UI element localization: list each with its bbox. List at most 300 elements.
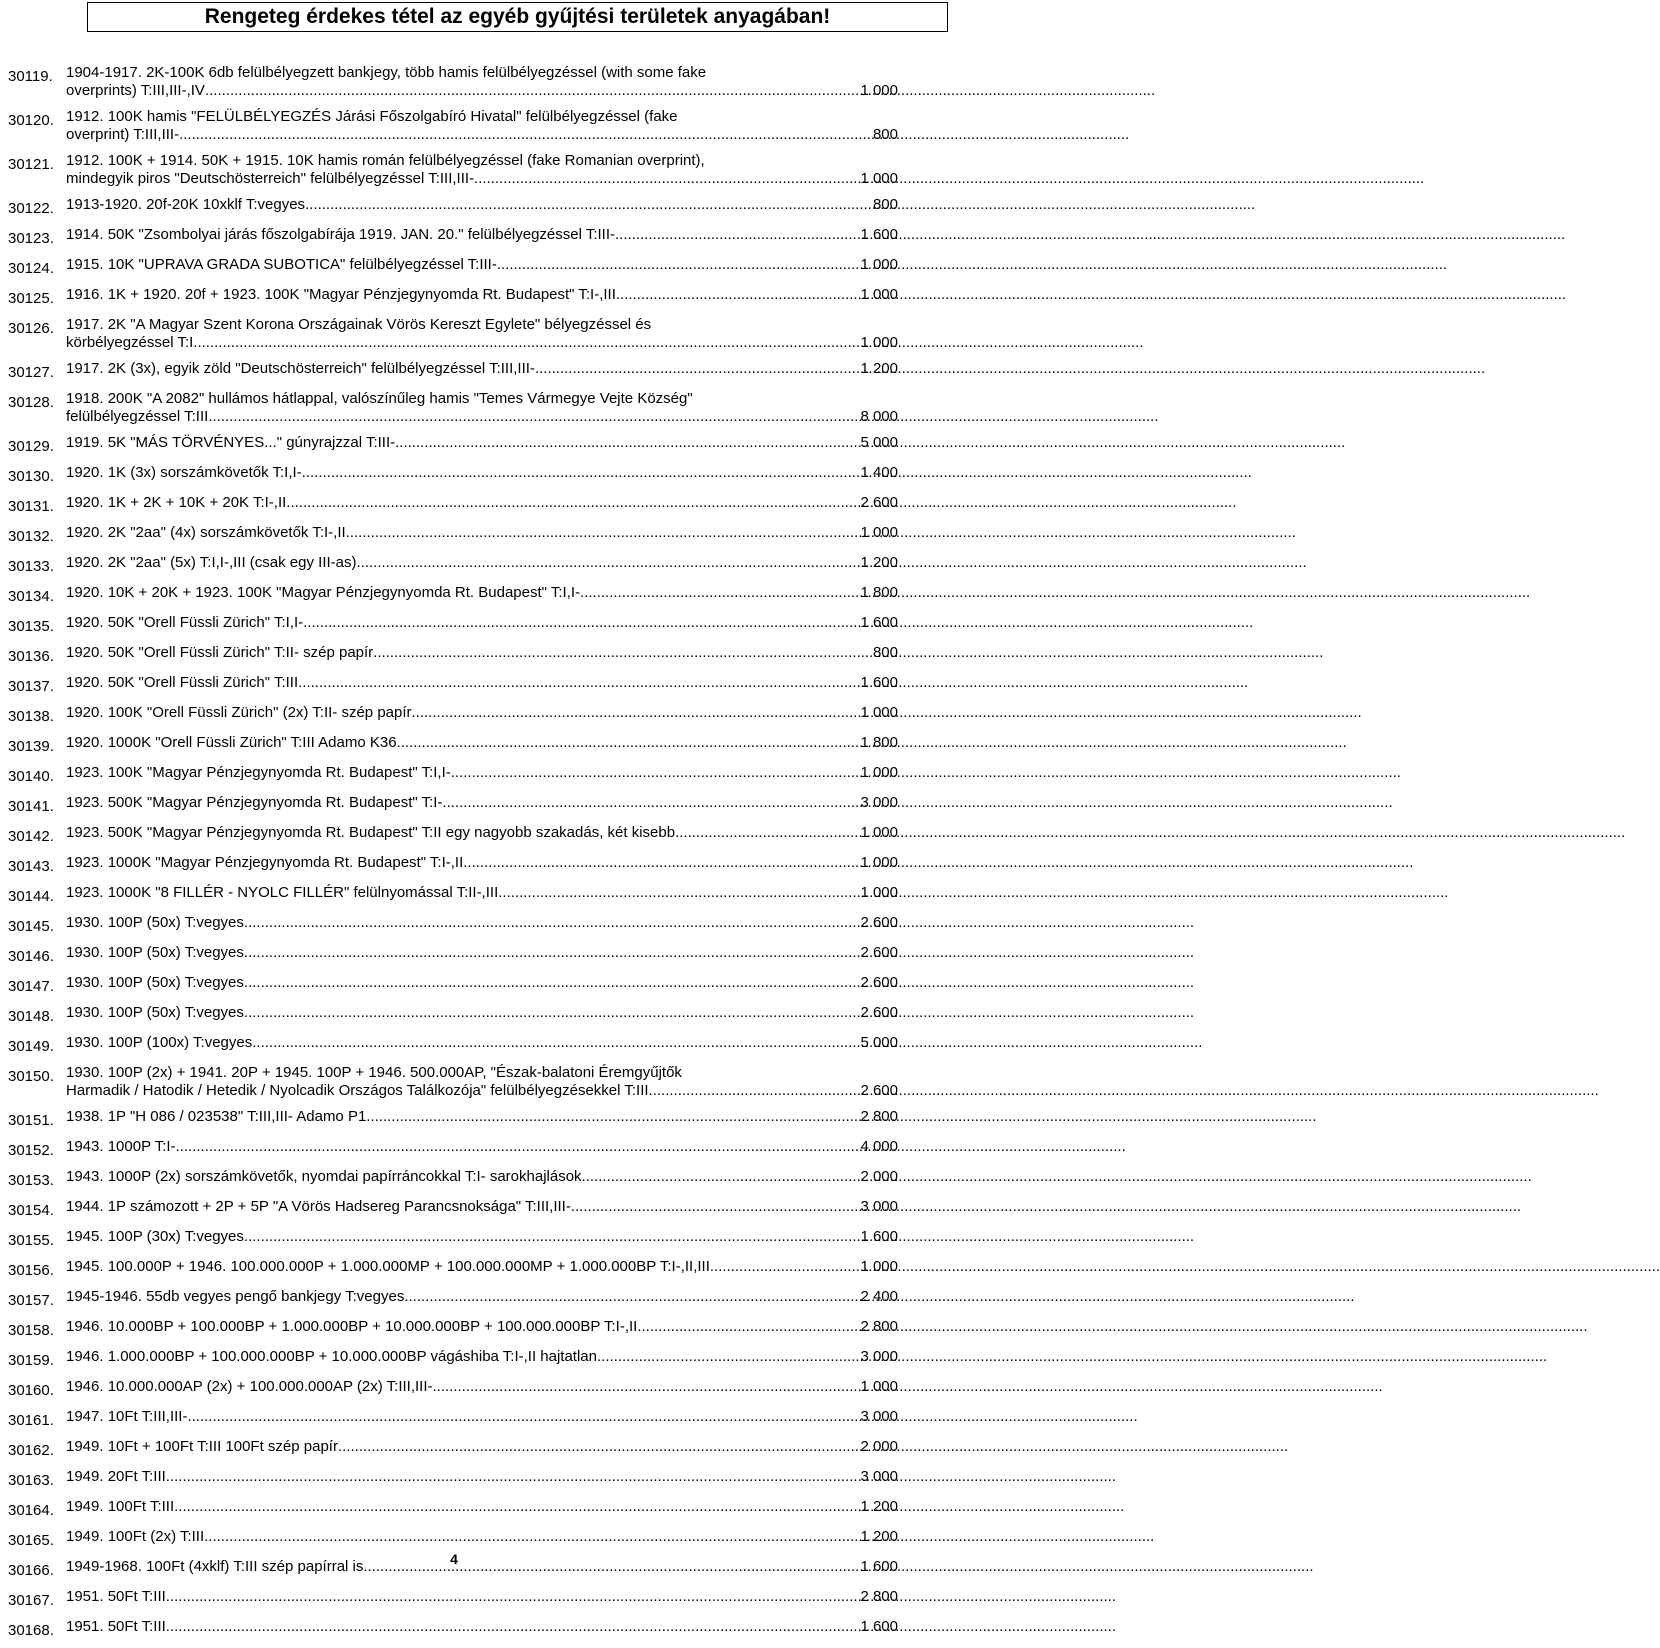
lot-price: 1 000 bbox=[860, 764, 898, 781]
lot-description bbox=[66, 360, 898, 378]
lot-description bbox=[66, 734, 898, 752]
lot-number: 30153. bbox=[8, 1172, 54, 1189]
lot-price: 1 000 bbox=[860, 82, 898, 99]
lot-description bbox=[66, 1258, 898, 1276]
lot-entry bbox=[8, 1108, 898, 1130]
lot-entry bbox=[8, 584, 898, 606]
dot-leader bbox=[357, 554, 861, 572]
dot-leader bbox=[616, 286, 861, 304]
lot-description bbox=[66, 1498, 898, 1516]
lot-number: 30120. bbox=[8, 112, 54, 129]
lot-entry bbox=[8, 1168, 898, 1190]
lot-text: 1920. 50K "Orell Füssli Zürich" T:I,I- bbox=[66, 614, 304, 631]
dot-leader bbox=[303, 614, 860, 632]
lot-entry bbox=[8, 554, 898, 576]
lot-entry bbox=[8, 1348, 898, 1370]
lot-description bbox=[66, 764, 898, 782]
lot-text: 1920. 1K (3x) sorszámkövetők T:I,I- bbox=[66, 464, 302, 481]
page-number: 4 bbox=[450, 1551, 458, 1567]
lot-description bbox=[66, 256, 898, 274]
lot-entry bbox=[8, 434, 898, 456]
lot-line bbox=[66, 1348, 898, 1366]
dot-leader bbox=[474, 170, 860, 188]
dot-leader bbox=[571, 1198, 861, 1216]
lot-entry bbox=[8, 196, 898, 218]
dot-leader bbox=[675, 824, 860, 842]
lot-price: 3 000 bbox=[860, 1198, 898, 1215]
lot-text: 1917. 2K "A Magyar Szent Korona Országainak Vörös Kereszt Egylete" bélyegzéssel és bbox=[66, 316, 652, 333]
lot-number: 30150. bbox=[8, 1068, 54, 1085]
lot-price: 1 000 bbox=[860, 256, 898, 273]
lot-text: 1920. 100K "Orell Füssli Zürich" (2x) T:II- szép papír bbox=[66, 704, 412, 721]
lot-description bbox=[66, 64, 898, 100]
lot-text: 1919. 5K "MÁS TÖRVÉNYES..." gúnyrajzzal T:III- bbox=[66, 434, 396, 451]
lot-line bbox=[66, 824, 898, 842]
lot-price: 800 bbox=[872, 196, 898, 213]
lot-line bbox=[66, 464, 898, 482]
lot-line bbox=[66, 1318, 898, 1336]
lot-description bbox=[66, 944, 898, 962]
lot-description bbox=[66, 1348, 898, 1366]
lot-line bbox=[66, 126, 898, 144]
lot-number: 30138. bbox=[8, 708, 54, 725]
dot-leader bbox=[305, 196, 873, 214]
dot-leader bbox=[497, 256, 861, 274]
lot-number: 30134. bbox=[8, 588, 54, 605]
lot-line bbox=[66, 1618, 898, 1636]
lot-text: mindegyik piros "Deutschösterreich" felülbélyegzéssel T:III,III- bbox=[66, 170, 475, 187]
lot-line bbox=[66, 1034, 898, 1052]
lot-description bbox=[66, 1528, 898, 1546]
lot-line bbox=[66, 170, 898, 188]
lot-line bbox=[66, 944, 898, 962]
lot-number: 30123. bbox=[8, 230, 54, 247]
lot-number: 30167. bbox=[8, 1592, 54, 1609]
lot-entry bbox=[8, 944, 898, 966]
lot-price: 800 bbox=[872, 644, 898, 661]
lot-text: 1946. 1.000.000BP + 100.000.000BP + 10.000.000BP vágáshiba T:I-,II hajtatlan bbox=[66, 1348, 597, 1365]
lot-price: 1 000 bbox=[860, 704, 898, 721]
lot-price: 1 600 bbox=[860, 1558, 898, 1575]
lot-entry bbox=[8, 1138, 898, 1160]
lot-number: 30159. bbox=[8, 1352, 54, 1369]
lot-price: 8 000 bbox=[860, 408, 898, 425]
dot-leader bbox=[244, 944, 861, 962]
lot-line bbox=[66, 734, 898, 752]
dot-leader bbox=[298, 674, 860, 692]
lot-line bbox=[66, 360, 898, 378]
lot-text: 1949-1968. 100Ft (4xklf) T:III szép papírral is bbox=[66, 1558, 364, 1575]
lot-price: 1 200 bbox=[860, 554, 898, 571]
lot-description bbox=[66, 1064, 898, 1100]
dot-leader bbox=[187, 1408, 860, 1426]
lot-text: 1951. 50Ft T:III bbox=[66, 1588, 166, 1605]
lot-line bbox=[66, 674, 898, 692]
lot-line bbox=[66, 434, 898, 452]
lot-number: 30154. bbox=[8, 1202, 54, 1219]
lot-entry bbox=[8, 614, 898, 636]
lot-description bbox=[66, 974, 898, 992]
lot-text: 1945. 100.000P + 1946. 100.000.000P + 1.000.000MP + 100.000.000MP + 1.000.000BP T:I-,II,III bbox=[66, 1258, 710, 1275]
lot-price: 1 000 bbox=[860, 286, 898, 303]
lot-line bbox=[66, 494, 898, 512]
lot-number: 30161. bbox=[8, 1412, 54, 1429]
lot-number: 30164. bbox=[8, 1502, 54, 1519]
dot-leader bbox=[204, 1528, 860, 1546]
lot-text: 1946. 10.000.000AP (2x) + 100.000.000AP (2x) T:III,III- bbox=[66, 1378, 433, 1395]
lot-line bbox=[66, 334, 898, 352]
lot-price: 3 000 bbox=[860, 1408, 898, 1425]
lot-line bbox=[66, 884, 898, 902]
lot-description bbox=[66, 1004, 898, 1022]
lot-description bbox=[66, 108, 898, 144]
lot-number: 30130. bbox=[8, 468, 54, 485]
lot-price: 1 600 bbox=[860, 674, 898, 691]
lot-text: 1916. 1K + 1920. 20f + 1923. 100K "Magyar Pénzjegynyomda Rt. Budapest" T:I-,III bbox=[66, 286, 616, 303]
lot-text: 1945-1946. 55db vegyes pengő bankjegy T:vegyes bbox=[66, 1288, 405, 1305]
lot-line bbox=[66, 408, 898, 426]
lot-description bbox=[66, 1034, 898, 1052]
lot-number: 30158. bbox=[8, 1322, 54, 1339]
page-title: Rengeteg érdekes tétel az egyéb gyűjtési területek anyagában! bbox=[204, 5, 831, 28]
lot-number: 30141. bbox=[8, 798, 54, 815]
lot-line bbox=[66, 256, 898, 274]
lot-line bbox=[66, 554, 898, 572]
dot-leader bbox=[637, 1318, 860, 1336]
lot-price: 1 000 bbox=[860, 1378, 898, 1395]
lot-entry bbox=[8, 316, 898, 352]
dot-leader bbox=[649, 1082, 861, 1100]
lot-line bbox=[66, 1198, 898, 1216]
lot-entry bbox=[8, 884, 898, 906]
lot-entry bbox=[8, 794, 898, 816]
lot-number: 30146. bbox=[8, 948, 54, 965]
lot-description bbox=[66, 316, 898, 352]
dot-leader bbox=[166, 1618, 861, 1636]
lot-number: 30155. bbox=[8, 1232, 54, 1249]
lot-text: 1918. 200K "A 2082" hullámos hátlappal, valószínűleg hamis "Temes Vármegye Vejte Község" bbox=[66, 390, 693, 407]
lot-entry bbox=[8, 464, 898, 486]
lot-price: 2 400 bbox=[860, 1288, 898, 1305]
lot-entry bbox=[8, 390, 898, 426]
lot-number: 30132. bbox=[8, 528, 54, 545]
lot-line bbox=[66, 524, 898, 542]
lot-number: 30128. bbox=[8, 394, 54, 411]
lot-price: 1 600 bbox=[860, 614, 898, 631]
lot-line bbox=[66, 1258, 898, 1276]
lot-entry bbox=[8, 1198, 898, 1220]
lot-text: 1915. 10K "UPRAVA GRADA SUBOTICA" felülbélyegzéssel T:III- bbox=[66, 256, 497, 273]
lot-line bbox=[66, 914, 898, 932]
lot-price: 1 000 bbox=[860, 170, 898, 187]
lot-text: 1943. 1000P (2x) sorszámkövetők, nyomdai papírráncokkal T:I- sarokhajlások bbox=[66, 1168, 582, 1185]
lot-text: körbélyegzéssel T:I bbox=[66, 334, 194, 351]
lot-price: 1 400 bbox=[860, 464, 898, 481]
lot-description bbox=[66, 152, 898, 188]
lot-description bbox=[66, 1228, 898, 1246]
lot-description bbox=[66, 854, 898, 872]
lot-entry bbox=[8, 974, 898, 996]
lot-entry bbox=[8, 1528, 898, 1550]
lot-entry bbox=[8, 152, 898, 188]
lot-description bbox=[66, 1168, 898, 1186]
lot-entry bbox=[8, 226, 898, 248]
dot-leader bbox=[395, 434, 860, 452]
lot-price: 2 600 bbox=[860, 914, 898, 931]
lot-text: 1920. 2K "2aa" (4x) sorszámkövetők T:I-,II bbox=[66, 524, 346, 541]
dot-leader bbox=[205, 82, 861, 100]
lot-description bbox=[66, 524, 898, 542]
lot-price: 1 800 bbox=[860, 584, 898, 601]
lot-line bbox=[66, 1438, 898, 1456]
lot-text: 1949. 10Ft + 100Ft T:III 100Ft szép papír bbox=[66, 1438, 338, 1455]
lot-text: 1912. 100K hamis "FELÜLBÉLYEGZÉS Járási Főszolgabíró Hivatal" felülbélyegzéssel (fake bbox=[66, 108, 678, 125]
lot-line bbox=[66, 1468, 898, 1486]
lot-entry bbox=[8, 764, 898, 786]
dot-leader bbox=[208, 408, 860, 426]
dot-leader bbox=[442, 794, 860, 812]
lot-description bbox=[66, 1378, 898, 1396]
lot-price: 1 200 bbox=[860, 360, 898, 377]
dot-leader bbox=[710, 1258, 861, 1276]
dot-leader bbox=[179, 126, 873, 144]
lot-description bbox=[66, 1288, 898, 1306]
lot-line bbox=[66, 1498, 898, 1516]
lot-number: 30137. bbox=[8, 678, 54, 695]
lot-text: 1930. 100P (50x) T:vegyes bbox=[66, 1004, 244, 1021]
lot-number: 30136. bbox=[8, 648, 54, 665]
lot-text: 1920. 2K "2aa" (5x) T:I,I-,III (csak egy III-as) bbox=[66, 554, 357, 571]
lot-number: 30133. bbox=[8, 558, 54, 575]
lot-number: 30149. bbox=[8, 1038, 54, 1055]
lot-price: 2 600 bbox=[860, 494, 898, 511]
dot-leader bbox=[338, 1438, 860, 1456]
dot-leader bbox=[302, 464, 861, 482]
dot-leader bbox=[451, 764, 861, 782]
lot-line bbox=[66, 1528, 898, 1546]
lot-number: 30166. bbox=[8, 1562, 54, 1579]
lot-line bbox=[66, 614, 898, 632]
lot-text: 1949. 100Ft (2x) T:III bbox=[66, 1528, 205, 1545]
lot-line bbox=[66, 794, 898, 812]
lot-number: 30168. bbox=[8, 1622, 54, 1639]
lot-number: 30142. bbox=[8, 828, 54, 845]
lot-price: 1 000 bbox=[860, 1258, 898, 1275]
lot-price: 1 600 bbox=[860, 1618, 898, 1635]
lot-entry bbox=[8, 1408, 898, 1430]
dot-leader bbox=[582, 1168, 861, 1186]
lot-text: 1923. 100K "Magyar Pénzjegynyomda Rt. Budapest" T:I,I- bbox=[66, 764, 451, 781]
lot-description bbox=[66, 1588, 898, 1606]
dot-leader bbox=[244, 1004, 861, 1022]
lot-price: 1 800 bbox=[860, 734, 898, 751]
lot-entry bbox=[8, 1438, 898, 1460]
lot-line bbox=[66, 1108, 898, 1126]
dot-leader bbox=[244, 914, 861, 932]
lot-text: 1920. 10K + 20K + 1923. 100K "Magyar Pénzjegynyomda Rt. Budapest" T:I,I- bbox=[66, 584, 581, 601]
lot-price: 2 800 bbox=[860, 1108, 898, 1125]
lot-description bbox=[66, 390, 898, 426]
lot-entry bbox=[8, 674, 898, 696]
lot-entry bbox=[8, 108, 898, 144]
lot-entry bbox=[8, 1588, 898, 1610]
lot-text: 1920. 50K "Orell Füssli Zürich" T:II- szép papír bbox=[66, 644, 374, 661]
lot-entry bbox=[8, 1618, 898, 1640]
lot-number: 30156. bbox=[8, 1262, 54, 1279]
lot-description bbox=[66, 914, 898, 932]
lot-description bbox=[66, 434, 898, 452]
lot-text: 1930. 100P (50x) T:vegyes bbox=[66, 944, 244, 961]
dot-leader bbox=[176, 1138, 861, 1156]
lot-number: 30163. bbox=[8, 1472, 54, 1489]
lot-text: 1949. 100Ft T:III bbox=[66, 1498, 175, 1515]
lot-number: 30145. bbox=[8, 918, 54, 935]
lot-price: 4 000 bbox=[860, 1138, 898, 1155]
lot-number: 30147. bbox=[8, 978, 54, 995]
lot-entry bbox=[8, 256, 898, 278]
lot-number: 30160. bbox=[8, 1382, 54, 1399]
lot-line bbox=[66, 1168, 898, 1186]
lot-text: 1930. 100P (50x) T:vegyes bbox=[66, 974, 244, 991]
dot-leader bbox=[615, 226, 860, 244]
lot-price: 1 600 bbox=[860, 226, 898, 243]
lot-price: 3 000 bbox=[860, 1348, 898, 1365]
lot-price: 1 200 bbox=[860, 1528, 898, 1545]
lot-description bbox=[66, 1468, 898, 1486]
lot-price: 2 600 bbox=[860, 1082, 898, 1099]
lot-line bbox=[66, 1082, 898, 1100]
lot-description bbox=[66, 286, 898, 304]
lot-text: 1930. 100P (50x) T:vegyes bbox=[66, 914, 244, 931]
lot-entry bbox=[8, 1004, 898, 1026]
lot-entry bbox=[8, 494, 898, 516]
lot-number: 30124. bbox=[8, 260, 54, 277]
lot-number: 30143. bbox=[8, 858, 54, 875]
lot-number: 30157. bbox=[8, 1292, 54, 1309]
lot-entry bbox=[8, 1034, 898, 1056]
lot-text: 1923. 1000K "Magyar Pénzjegynyomda Rt. Budapest" T:I-,II bbox=[66, 854, 464, 871]
lot-description bbox=[66, 884, 898, 902]
dot-leader bbox=[580, 584, 860, 602]
dot-leader bbox=[463, 854, 860, 872]
lot-number: 30121. bbox=[8, 156, 54, 173]
lot-number: 30140. bbox=[8, 768, 54, 785]
lot-text: 1920. 1000K "Orell Füssli Zürich" T:III Adamo K36 bbox=[66, 734, 397, 751]
lot-line bbox=[66, 82, 898, 100]
dot-leader bbox=[404, 1288, 860, 1306]
dot-leader bbox=[286, 494, 860, 512]
lot-entry bbox=[8, 824, 898, 846]
lot-description bbox=[66, 674, 898, 692]
lot-entry bbox=[8, 360, 898, 382]
lot-description bbox=[66, 1438, 898, 1456]
lot-price: 1 000 bbox=[860, 824, 898, 841]
lot-description bbox=[66, 704, 898, 722]
lot-entry bbox=[8, 1498, 898, 1520]
lot-description bbox=[66, 1618, 898, 1636]
lot-number: 30135. bbox=[8, 618, 54, 635]
lot-entry bbox=[8, 1378, 898, 1400]
page-header bbox=[87, 2, 948, 32]
dot-leader bbox=[166, 1588, 861, 1606]
lot-text: 1943. 1000P T:I- bbox=[66, 1138, 176, 1155]
lot-entry bbox=[8, 1318, 898, 1340]
lot-text: 1920. 50K "Orell Füssli Zürich" T:III bbox=[66, 674, 299, 691]
lot-description bbox=[66, 1108, 898, 1126]
lot-text: 1913-1920. 20f-20K 10xklf T:vegyes bbox=[66, 196, 306, 213]
lot-description bbox=[66, 794, 898, 812]
lot-line bbox=[66, 1138, 898, 1156]
lot-description bbox=[66, 1408, 898, 1426]
lot-number: 30144. bbox=[8, 888, 54, 905]
dot-leader bbox=[174, 1498, 860, 1516]
lot-description bbox=[66, 584, 898, 602]
lot-line bbox=[66, 226, 898, 244]
lot-text: 1947. 10Ft T:III,III- bbox=[66, 1408, 188, 1425]
lot-price: 1 000 bbox=[860, 854, 898, 871]
lot-description bbox=[66, 644, 898, 662]
lot-price: 2 000 bbox=[860, 1438, 898, 1455]
lot-text: 1923. 500K "Magyar Pénzjegynyomda Rt. Budapest" T:I- bbox=[66, 794, 443, 811]
lot-line bbox=[66, 196, 898, 214]
lot-description bbox=[66, 554, 898, 572]
dot-leader bbox=[433, 1378, 861, 1396]
lot-text: 1904-1917. 2K-100K 6db felülbélyegzett bankjegy, több hamis felülbélyegzéssel (with some fake bbox=[66, 64, 707, 81]
lot-entry bbox=[8, 286, 898, 308]
lot-description bbox=[66, 494, 898, 512]
lot-line bbox=[66, 1378, 898, 1396]
lot-price: 1 000 bbox=[860, 524, 898, 541]
lot-line bbox=[66, 1004, 898, 1022]
lot-description bbox=[66, 1138, 898, 1156]
lot-text: 1945. 100P (30x) T:vegyes bbox=[66, 1228, 244, 1245]
lot-text: 1914. 50K "Zsombolyai járás főszolgabírája 1919. JAN. 20." felülbélyegzéssel T:III- bbox=[66, 226, 616, 243]
dot-leader bbox=[412, 704, 861, 722]
lot-description bbox=[66, 824, 898, 842]
lot-text: 1946. 10.000BP + 100.000BP + 1.000.000BP + 10.000.000BP + 100.000.000BP T:I-,II bbox=[66, 1318, 638, 1335]
dot-leader bbox=[373, 644, 873, 662]
lot-text: overprint) T:III,III- bbox=[66, 126, 180, 143]
lot-text: 1920. 1K + 2K + 10K + 20K T:I-,II bbox=[66, 494, 287, 511]
dot-leader bbox=[366, 1108, 860, 1126]
lot-line bbox=[66, 644, 898, 662]
lot-number: 30125. bbox=[8, 290, 54, 307]
lot-description bbox=[66, 464, 898, 482]
lot-text: 1923. 500K "Magyar Pénzjegynyomda Rt. Budapest" T:II egy nagyobb szakadás, két kisebb bbox=[66, 824, 676, 841]
lot-entry bbox=[8, 1064, 898, 1100]
dot-leader bbox=[166, 1468, 861, 1486]
lot-price: 2 000 bbox=[860, 1168, 898, 1185]
dot-leader bbox=[193, 334, 860, 352]
lot-line bbox=[66, 584, 898, 602]
lot-price: 1 600 bbox=[860, 1228, 898, 1245]
lot-line bbox=[66, 974, 898, 992]
lot-number: 30122. bbox=[8, 200, 54, 217]
lot-number: 30131. bbox=[8, 498, 54, 515]
lot-price: 1 200 bbox=[860, 1498, 898, 1515]
lot-line bbox=[66, 1408, 898, 1426]
lot-text: 1912. 100K + 1914. 50K + 1915. 10K hamis román felülbélyegzéssel (fake Romanian overprint), bbox=[66, 152, 705, 169]
lot-price: 2 800 bbox=[860, 1588, 898, 1605]
dot-leader bbox=[597, 1348, 860, 1366]
lot-number: 30162. bbox=[8, 1442, 54, 1459]
lot-text: felülbélyegzéssel T:III bbox=[66, 408, 209, 425]
lot-price: 800 bbox=[872, 126, 898, 143]
lot-number: 30127. bbox=[8, 364, 54, 381]
lot-price: 1 000 bbox=[860, 334, 898, 351]
lot-text: 1951. 50Ft T:III bbox=[66, 1618, 166, 1635]
lot-entry bbox=[8, 64, 898, 100]
